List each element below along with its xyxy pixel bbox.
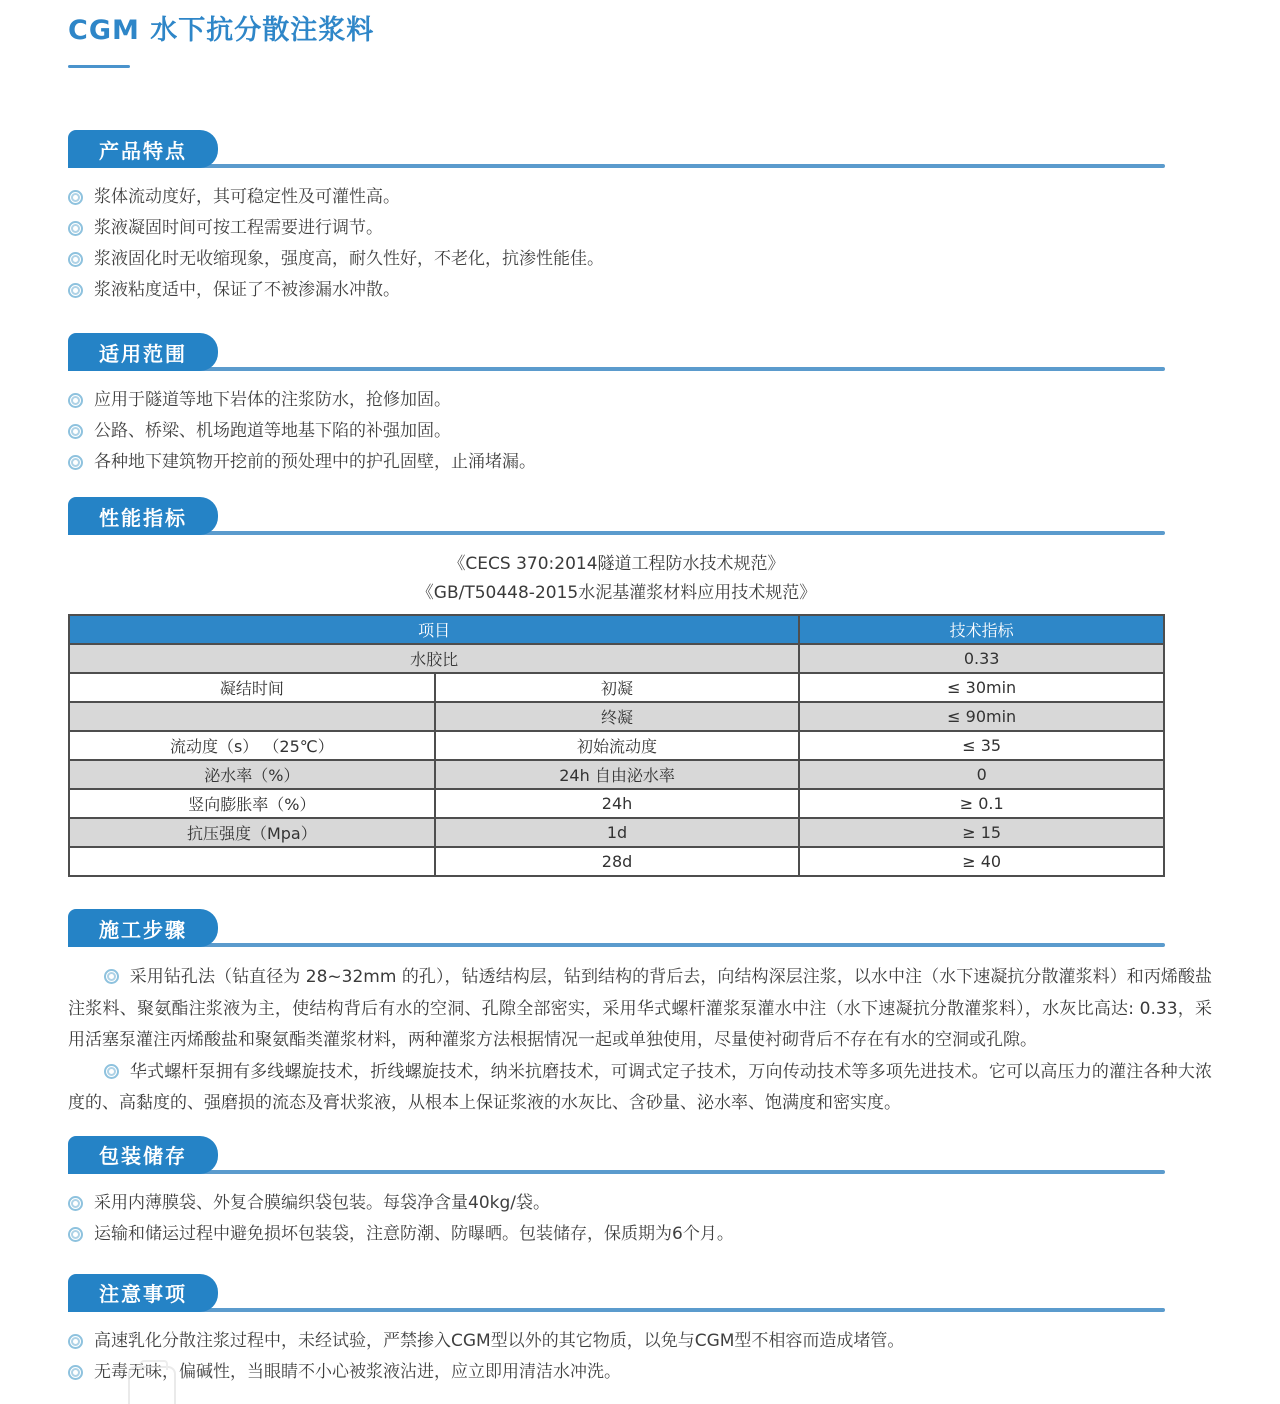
- bullet-ring-icon: [68, 283, 83, 298]
- table-cell: ≥ 40: [799, 847, 1164, 876]
- table-cell: 初凝: [435, 673, 800, 702]
- section-badge-precautions: 注意事项: [68, 1274, 218, 1312]
- table-row: [69, 760, 1164, 789]
- table-cell: ≤ 30min: [799, 673, 1164, 702]
- table-cell: 1d: [435, 818, 800, 847]
- list-item: [68, 1326, 1212, 1357]
- page-title: CGM 水下抗分散注浆料: [68, 15, 375, 46]
- list-item: [68, 1357, 1212, 1388]
- table-cell: 28d: [435, 847, 800, 876]
- table-row: [69, 673, 1164, 702]
- table-cell: 24h: [435, 789, 800, 818]
- section-badge-construction: 施工步骤: [68, 909, 218, 947]
- list-item-text: 应用于隧道等地下岩体的注浆防水，抢修加固。: [94, 390, 451, 410]
- bullet-ring-icon: [68, 1365, 83, 1380]
- table-row: [69, 789, 1164, 818]
- table-header-cell: 技术指标: [799, 615, 1164, 644]
- table-cell: ≤ 90min: [799, 702, 1164, 731]
- table-cell: 水胶比: [69, 644, 799, 673]
- features-list: [68, 182, 1212, 306]
- list-item: [68, 244, 1212, 275]
- section-header-features: [68, 130, 1212, 168]
- list-item-text: 浆液凝固时间可按工程需要进行调节。: [94, 218, 383, 238]
- table-row: [69, 702, 1164, 731]
- table-cell: 凝结时间: [69, 673, 435, 702]
- section-header-precautions: [68, 1274, 1212, 1312]
- table-cell: 终凝: [435, 702, 800, 731]
- section-rule: [68, 164, 1165, 168]
- table-cell: 24h 自由泌水率: [435, 760, 800, 789]
- list-item-text: 采用内薄膜袋、外复合膜编织袋包装。每袋净含量40kg/袋。: [94, 1192, 550, 1213]
- list-item-text: 公路、桥梁、机场跑道等地基下陷的补强加固。: [94, 421, 451, 441]
- bullet-ring-icon: [68, 1227, 83, 1242]
- list-item: [68, 447, 1212, 478]
- standards-block: [68, 550, 1165, 608]
- bullet-ring-icon: [68, 455, 83, 470]
- section-scope: [68, 333, 1212, 478]
- bullet-ring-icon: [104, 1064, 119, 1079]
- bullet-ring-icon: [104, 969, 119, 984]
- table-cell: [69, 702, 435, 731]
- table-cell: 0: [799, 760, 1164, 789]
- paragraph-text: 采用钻孔法（钻直径为 28~32mm 的孔），钻透结构层，钻到结构的背后去，向结构深层注浆，以水中注（水下速凝抗分散灌浆料）和丙烯酸盐注浆料、聚氨酯注浆液为主，使结构背后有水的空洞、孔隙全部密实，采用华式螺杆灌浆泵灌水中注（水下速凝抗分散灌浆料），水灰比高达: 0.33，采用活塞泵灌注丙烯酸盐和聚氨酯类灌浆材料，两种灌浆方法根据情况一起或单独使用，尽量使衬砌背后不存在有水的空洞或孔隙。: [68, 967, 1212, 1050]
- section-rule: [68, 943, 1165, 947]
- list-item: [68, 1188, 1212, 1219]
- section-badge-features: 产品特点: [68, 130, 218, 168]
- bullet-ring-icon: [68, 252, 83, 267]
- bullet-ring-icon: [68, 190, 83, 205]
- table-header-cell: 项目: [69, 615, 799, 644]
- section-badge-scope: 适用范围: [68, 333, 218, 371]
- table-cell: 抗压强度（Mpa）: [69, 818, 435, 847]
- list-item-text: 浆液固化时无收缩现象，强度高，耐久性好，不老化，抗渗性能佳。: [94, 249, 604, 269]
- table-cell: 0.33: [799, 644, 1164, 673]
- list-item: [68, 182, 1212, 213]
- table-header-row: [69, 615, 1164, 644]
- list-item: [68, 1219, 1212, 1250]
- table-cell: 泌水率（%）: [69, 760, 435, 789]
- table-row: [69, 818, 1164, 847]
- section-badge-packaging: 包装储存: [68, 1136, 218, 1174]
- list-item-text: 浆体流动度好，其可稳定性及可灌性高。: [94, 187, 400, 207]
- section-features: [68, 130, 1212, 306]
- list-item: [68, 385, 1212, 416]
- list-item-text: 运输和储运过程中避免损坏包装袋，注意防潮、防曝晒。包装储存，保质期为6个月。: [94, 1223, 734, 1244]
- section-packaging: [68, 1136, 1212, 1250]
- faint-package-outline: [128, 1366, 176, 1404]
- table-cell: 初始流动度: [435, 731, 800, 760]
- title-underline: [68, 65, 130, 68]
- precautions-list: [68, 1326, 1212, 1388]
- table-cell: ≤ 35: [799, 731, 1164, 760]
- list-item-text: 各种地下建筑物开挖前的预处理中的护孔固壁，止涌堵漏。: [94, 452, 536, 472]
- list-item: [68, 213, 1212, 244]
- section-header-packaging: [68, 1136, 1212, 1174]
- table-row: [69, 731, 1164, 760]
- section-header-scope: [68, 333, 1212, 371]
- section-precautions: [68, 1274, 1212, 1388]
- table-cell: ≥ 15: [799, 818, 1164, 847]
- section-rule: [68, 1170, 1165, 1174]
- table-cell: ≥ 0.1: [799, 789, 1164, 818]
- section-rule: [68, 367, 1165, 371]
- section-construction: [68, 909, 1212, 1120]
- construction-paragraph: [68, 1057, 1212, 1120]
- section-rule: [68, 1308, 1165, 1312]
- table-cell: 竖向膨胀率（%）: [69, 789, 435, 818]
- bullet-ring-icon: [68, 424, 83, 439]
- list-item-text: 高速乳化分散注浆过程中，未经试验，严禁掺入CGM型以外的其它物质，以免与CGM型不相容而造成堵管。: [94, 1330, 905, 1351]
- table-cell: 流动度（s） （25℃）: [69, 731, 435, 760]
- list-item: [68, 416, 1212, 447]
- list-item-text: 浆液粘度适中，保证了不被渗漏水冲散。: [94, 280, 400, 300]
- packaging-list: [68, 1188, 1212, 1250]
- section-header-construction: [68, 909, 1212, 947]
- bullet-ring-icon: [68, 1196, 83, 1211]
- scope-list: [68, 385, 1212, 478]
- performance-table: [68, 614, 1165, 877]
- bullet-ring-icon: [68, 393, 83, 408]
- construction-text: [68, 962, 1212, 1120]
- paragraph-text: 华式螺杆泵拥有多线螺旋技术，折线螺旋技术，纳米抗磨技术，可调式定子技术，万向传动技术等多项先进技术。它可以高压力的灌注各种大浓度的、高黏度的、强磨损的流态及膏状浆液，从根本上保证浆液的水灰比、含砂量、泌水率、饱满度和密实度。: [68, 1061, 1212, 1113]
- bullet-ring-icon: [68, 1334, 83, 1349]
- section-rule: [68, 531, 1165, 535]
- construction-paragraph: [68, 962, 1212, 1057]
- section-header-performance: [68, 497, 1212, 535]
- standard-line: 《CECS 370:2014隧道工程防水技术规范》: [448, 554, 785, 574]
- table-row: [69, 644, 1164, 673]
- section-performance: [68, 497, 1212, 877]
- section-badge-performance: 性能指标: [68, 497, 218, 535]
- list-item-text: 无毒无味，偏碱性，当眼睛不小心被浆液沾进，应立即用清洁水冲洗。: [94, 1361, 621, 1382]
- list-item: [68, 275, 1212, 306]
- table-cell: [69, 847, 435, 876]
- table-row: [69, 847, 1164, 876]
- standard-line: 《GB/T50448-2015水泥基灌浆材料应用技术规范》: [416, 583, 817, 603]
- bullet-ring-icon: [68, 221, 83, 236]
